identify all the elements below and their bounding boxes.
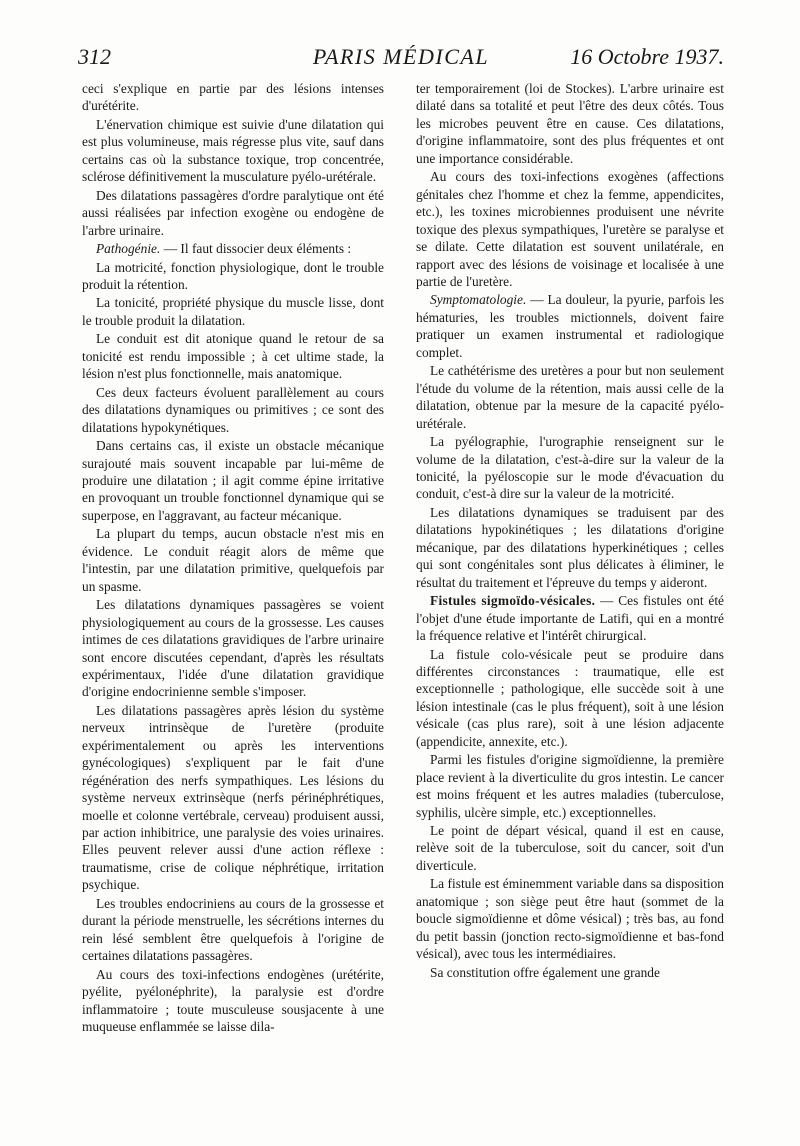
- left-column: [82, 80, 384, 1036]
- paragraph: [82, 294, 384, 329]
- paragraph: [416, 291, 724, 361]
- page-header: [78, 44, 724, 72]
- paragraph: [416, 875, 724, 962]
- paragraph: [82, 80, 384, 115]
- paragraph-text: Au cours des toxi-infections exogènes (affections génitales chez l'homme et chez la femme, appendicites, etc.), les toxines microbiennes produisent une névrite toxique des plexus sympathiques, l'uretère se paralyse et se dilate. Cette dilatation est souvent unilatérale, en rapport avec des lésions de voisinage et localisée à une partie de l'uretère.: [416, 169, 724, 289]
- paragraph-text: Au cours des toxi-infections endogènes (urétérite, pyélite, pyélonéphrite), la paralysie est d'ordre inflammatoire ; toute musculeuse sousjacente à une muqueuse enflammée se laisse dila-: [82, 966, 384, 1035]
- section-lead: Pathogénie.: [96, 241, 161, 257]
- paragraph: [416, 433, 724, 503]
- paragraph-text: La motricité, fonction physiologique, dont le trouble produit la rétention.: [82, 259, 384, 292]
- paragraph: [416, 964, 724, 981]
- right-column: [416, 80, 724, 982]
- paragraph: [416, 80, 724, 167]
- paragraph: [82, 330, 384, 382]
- paragraph-text: — La douleur, la pyurie, parfois les hématuries, les troubles mictionnels, doivent faire pratiquer un examen instrumental et radiologique complet.: [416, 292, 724, 360]
- paragraph: [82, 895, 384, 965]
- section-heading: Fistules sigmoïdo-vésicales.: [430, 593, 596, 609]
- paragraph: [82, 240, 384, 257]
- paragraph: [416, 822, 724, 874]
- paragraph-text: La pyélographie, l'urographie renseignent sur le volume de la dilatation, c'est-à-dire sur la valeur de la tonicité, la pyéloscopie sur le mode d'évacuation du conduit, c'est-à dire sur la valeur de la motricité.: [416, 434, 724, 502]
- paragraph: [416, 362, 724, 432]
- paragraph-text: Le cathétérisme des uretères a pour but non seulement l'étude du volume de la rétention, mais aussi celle de la dilatation, obtenue par la mesure de la capacité pyélo-urétérale.: [416, 363, 724, 431]
- paragraph-text: La fistule colo-vésicale peut se produire dans différentes circonstances : traumatique, elle est exceptionnelle ; pathologique, elle succède soit à une lésion intestinale (cas le plus fréquent), soit à une lésion vésicale (cas plus rare), soit à une lésion adjacente (appendicite, annexite, etc.).: [416, 646, 724, 749]
- paragraph-text: Parmi les fistules d'origine sigmoïdienne, la première place revient à la diverticulite du gros intestin. Le cancer est moins fréquent et les autres maladies (tuberculose, syphilis, ulcère simple, etc.) exceptionnelles.: [416, 752, 724, 820]
- section-lead: Symptomatologie.: [430, 292, 527, 308]
- paragraph: [416, 646, 724, 751]
- paragraph-text: Les troubles endocriniens au cours de la grossesse et durant la période menstruelle, les sécrétions internes du rein lésé semblent être quelquefois à l'origine de certaines dilatations passagères.: [82, 895, 384, 964]
- paragraph: [416, 504, 724, 591]
- paragraph: [82, 966, 384, 1036]
- paragraph: [82, 702, 384, 894]
- paragraph-text: L'énervation chimique est suivie d'une dilatation qui est plus volumineuse, mais régresse plus vite, sauf dans certains cas où la substance toxique, trop concentrée, sclérose définitivement la musculature pyélo-urétérale.: [82, 116, 384, 185]
- paragraph: [82, 187, 384, 239]
- paragraph: [82, 596, 384, 701]
- paragraph-text: Le conduit est dit atonique quand le retour de sa tonicité est rendu impossible ; à cet ultime stade, la lésion n'est plus fonctionnelle, mais anatomique.: [82, 331, 384, 382]
- paragraph-text: Les dilatations dynamiques se traduisent par des dilatations hypokinétiques ; les dilatations d'origine mécanique, par des dilatations hyperkinétiques ; celles qui sont congénitales sont plus délicates à éliminer, le résultat du traitement et l'épreuve du temps y aideront.: [416, 504, 724, 590]
- paragraph-text: La fistule est éminemment variable dans sa disposition anatomique ; son siège peut être haut (sommet de la boucle sigmoïdienne et dôme vésical) ; très bas, au fond du petit bassin (jonction recto-sigmoïdienne et bas-fond vésical), avec tous les intermédiaires.: [416, 876, 724, 962]
- paragraph-text: Les dilatations passagères après lésion du système nerveux intrinsèque de l'uretère (produite expérimentalement ou après les interventions gynécologiques) s'expliquent par le fait d'une régénération des nerfs sympathiques. Les lésions du système nerveux extrinsèque (nerfs périnéphrétiques, moelle et colonne vertébrale, cerveau) produisent aussi, par action inhibitrice, une paralysie des voies urinaires. Elles peuvent relever aussi d'une action réflexe : traumatisme, crise de colique néphrétique, irritation psychique.: [82, 702, 384, 893]
- paragraph: [82, 259, 384, 294]
- paragraph-text: Ces deux facteurs évoluent parallèlement au cours des dilatations dynamiques ou primitives ; ce sont des dilatations hypokynétiques.: [82, 384, 384, 435]
- paragraph-text: Les dilatations dynamiques passagères se voient physiologiquement au cours de la grossesse. Les causes intimes de ces dilatations gravidiques de l'arbre urinaire sont encore discutées cependant, d'après les résultats expérimentaux, l'idée d'une dilatation gravidique d'origine endocrinienne semble s'imposer.: [82, 597, 384, 700]
- paragraph: [416, 751, 724, 821]
- paragraph: [82, 384, 384, 436]
- paragraph: [82, 525, 384, 595]
- issue-date: 16 Octobre 1937.: [570, 44, 724, 69]
- paragraph-text: La tonicité, propriété physique du muscle lisse, dont le trouble produit la dilatation.: [82, 295, 384, 328]
- paragraph: [82, 437, 384, 524]
- paragraph-text: Des dilatations passagères d'ordre paralytique ont été aussi réalisées par infection exogène ou endogène de l'arbre urinaire.: [82, 187, 384, 238]
- paragraph: [416, 592, 724, 644]
- paragraph-text: La plupart du temps, aucun obstacle n'est mis en évidence. Le conduit réagit alors de même que l'intestin, par une dilatation primitive, quelquefois par un spasme.: [82, 526, 384, 594]
- paragraph-text: Le point de départ vésical, quand il est en cause, relève soit de la tuberculose, soit du cancer, soit d'un diverticule.: [416, 823, 724, 873]
- page-number: 312: [78, 44, 111, 69]
- paragraph: [82, 116, 384, 186]
- paragraph: [416, 168, 724, 290]
- paragraph-text: — Ces fistules ont été l'objet d'une étude importante de Latifi, qui en a montré la fréquence relative et l'intérêt chirurgical.: [416, 593, 724, 644]
- journal-title: PARIS MÉDICAL: [312, 44, 490, 69]
- paragraph-text: — Il faut dissocier deux éléments :: [160, 241, 352, 257]
- paragraph-text: Sa constitution offre également une grande: [430, 964, 660, 980]
- paragraph-text: Dans certains cas, il existe un obstacle mécanique surajouté mais souvent incapable par lui-même de produire une dilatation ; il agit comme épine irritative en provoquant un trouble fonctionnel dynamique qui se superpose, en l'aggravant, au facteur mécanique.: [82, 438, 384, 523]
- paragraph-text: ter temporairement (loi de Stockes). L'arbre urinaire est dilaté dans sa totalité et peut l'être des deux côtés. Tous les microbes peuvent être en cause. Ces dilatations, d'origine inflammatoire, sont des plus fréquentes et ont une importance considérable.: [416, 81, 724, 166]
- paragraph-text: ceci s'explique en partie par des lésions intenses d'urétérite.: [82, 81, 384, 114]
